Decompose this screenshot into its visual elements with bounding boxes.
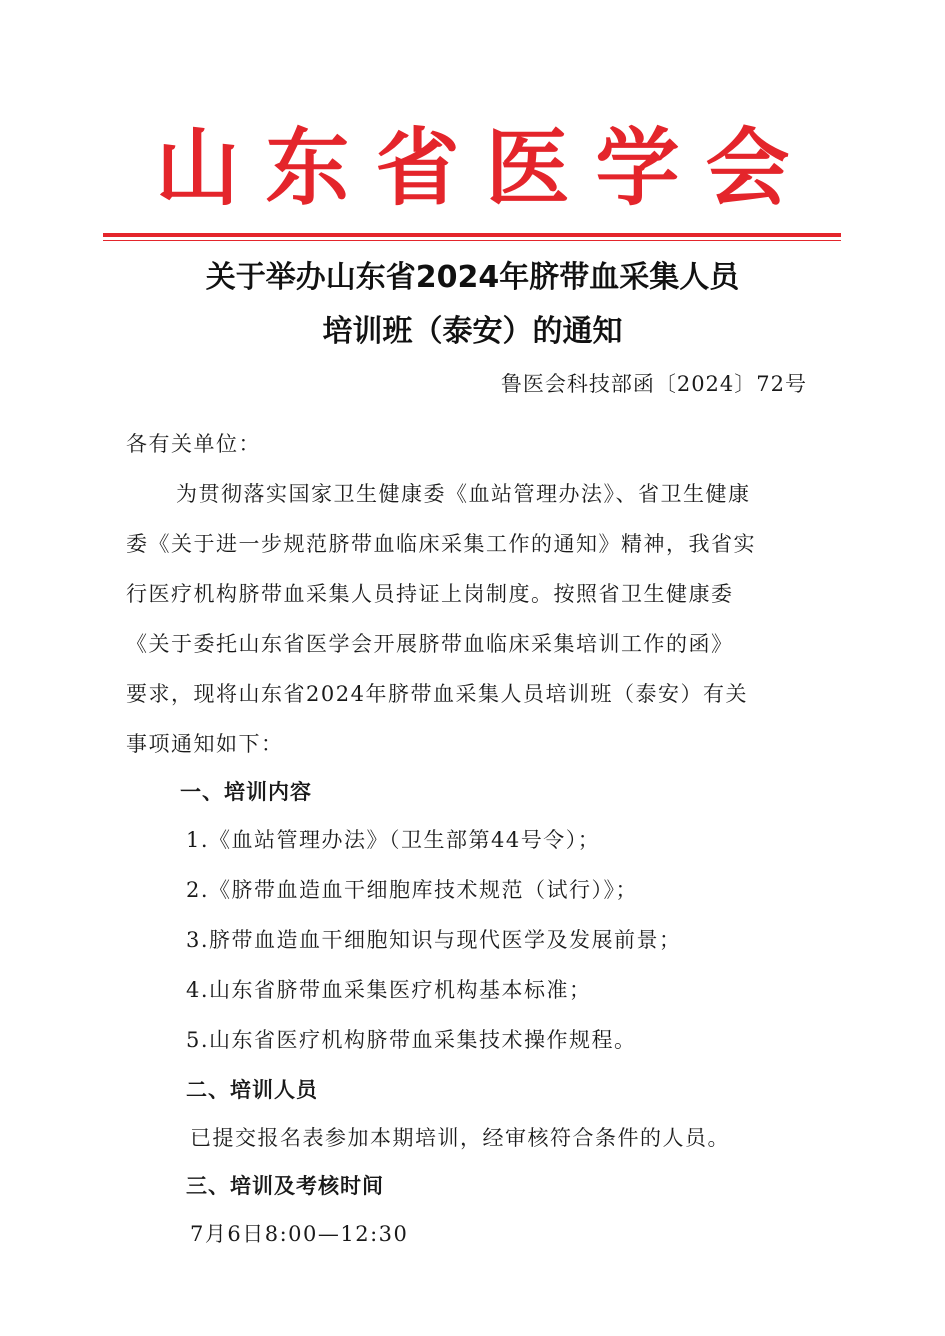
letterhead-rule-thin bbox=[103, 240, 841, 241]
letterhead-rule-thick bbox=[103, 233, 841, 237]
intro-line: 为贯彻落实国家卫生健康委《血站管理办法》、省卫生健康 bbox=[176, 482, 751, 506]
intro-line: 《关于委托山东省医学会开展脐带血临床采集培训工作的函》 bbox=[126, 632, 734, 656]
trainee-description: 已提交报名表参加本期培训，经审核符合条件的人员。 bbox=[190, 1126, 730, 1150]
training-schedule: 7月6日8:00—12:30 bbox=[190, 1222, 409, 1246]
letterhead-title: 山东省医学会 bbox=[155, 118, 816, 217]
notice-title-line-2: 培训班（泰安）的通知 bbox=[322, 314, 623, 349]
intro-line: 委《关于进一步规范脐带血临床采集工作的通知》精神，我省实 bbox=[126, 532, 756, 556]
training-content-item: 1.《血站管理办法》（卫生部第44号令）； bbox=[186, 828, 601, 852]
section-3-heading: 三、培训及考核时间 bbox=[186, 1174, 384, 1198]
training-content-item: 2.《脐带血造血干细胞库技术规范（试行）》； bbox=[186, 878, 639, 902]
intro-line: 事项通知如下： bbox=[126, 732, 284, 756]
section-2-heading: 二、培训人员 bbox=[186, 1078, 318, 1102]
notice-title-line-1: 关于举办山东省2024年脐带血采集人员 bbox=[205, 260, 740, 295]
salutation: 各有关单位： bbox=[126, 432, 261, 456]
training-content-item: 4.山东省脐带血采集医疗机构基本标准； bbox=[186, 978, 592, 1002]
intro-line: 行医疗机构脐带血采集人员持证上岗制度。按照省卫生健康委 bbox=[126, 582, 734, 606]
training-content-item: 3.脐带血造血干细胞知识与现代医学及发展前景； bbox=[186, 928, 682, 952]
intro-line: 要求，现将山东省2024年脐带血采集人员培训班（泰安）有关 bbox=[126, 682, 748, 706]
document-number: 鲁医会科技部函〔2024〕72号 bbox=[500, 372, 807, 396]
training-content-item: 5.山东省医疗机构脐带血采集技术操作规程。 bbox=[186, 1028, 637, 1052]
section-1-heading: 一、培训内容 bbox=[180, 780, 312, 804]
